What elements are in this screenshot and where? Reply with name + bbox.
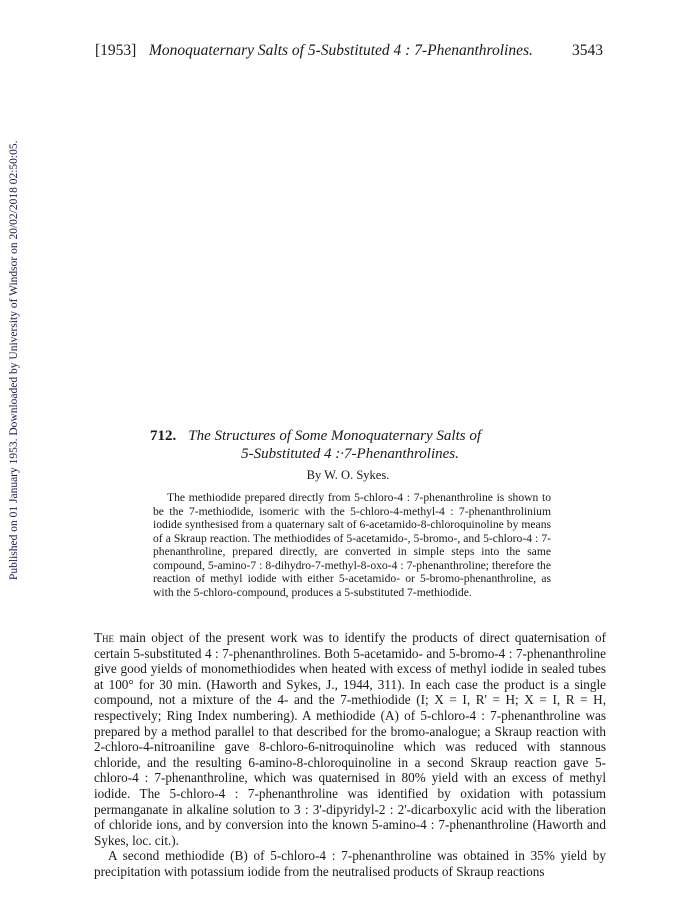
header-year: [1953] <box>95 42 137 59</box>
title-line-2: 5-Substituted 4 :·7-Phenanthrolines. <box>241 446 459 462</box>
paragraph-1 <box>94 630 606 848</box>
download-notice: Published on 01 January 1953. Downloaded by University of Windsor on 20/02/2018 02:50:05. <box>8 140 20 580</box>
title-line-1: The Structures of Some Monoquaternary Salts of <box>188 428 482 444</box>
running-header <box>0 42 696 64</box>
article-title <box>150 428 550 463</box>
article-number: 712. <box>150 428 177 444</box>
author-byline: By W. O. Sykes. <box>306 468 390 482</box>
abstract <box>153 491 551 599</box>
body-text <box>94 630 606 880</box>
paragraph-2: A second methiodide (B) of 5-chloro-4 : 7-phenanthroline was obtained in 35% yield by precipitation with potassium iodide from the neutralised products of Skraup reactions <box>94 848 606 879</box>
paragraph-1-text: main object of the present work was to identify the products of direct quaternisation of certain 5-substituted 4 : 7-phenanthrolines. Both 5-acetamido- and 5-bromo-4 : 7-phenanthroline give good yields of monomethiodides when heated with excess of methyl iodide in sealed tubes at 100° for 30 min. (Haworth and Sykes, J., 1944, 311). In each case the product is a single compound, not a mixture of the 4- and the 7-methiodide (I; X = I, R' = H; X = I, R = H, respectively; Ring Index numbering). A methiodide (A) of 5-chloro-4 : 7-phenanthroline was prepared by a method parallel to that described for the bromo-analogue; a Skraup reaction with 2-chloro-4-nitroaniline gave 8-chloro-6-nitroquinoline which was reduced with stannous chloride, and the resulting 6-amino-8-chloroquinoline in a second Skraup reaction gave 5-chloro-4 : 7-phenanthroline, which was quaternised in 80% yield with an excess of methyl iodide. The 5-chloro-4 : 7-phenanthroline was identified by oxidation with potassium permanganate in alkaline solution to 3 : 3'-dipyridyl-2 : 2'-dicarboxylic acid with the liberation of chloride ions, and by conversion into the known 5-amino-4 : 7-phenanthroline (Haworth and Sykes, loc. cit.). <box>94 630 606 848</box>
header-running-title: Monoquaternary Salts of 5-Substituted 4 : 7-Phenanthrolines. <box>149 42 533 59</box>
page-number: 3543 <box>572 42 603 59</box>
paragraph-1-lead: The <box>94 630 115 645</box>
abstract-text: The methiodide prepared directly from 5-chloro-4 : 7-phenanthroline is shown to be the 7-methiodide, isomeric with the 5-chloro-4-methyl-4 : 7-phenanthrolinium iodide synthesised from a quaternary salt of 6-acetamido-8-chloroquinoline by means of a Skraup reaction. The methiodides of 5-acetamido-, 5-bromo-, and 5-chloro-4 : 7-phenanthroline, prepared directly, are converted in simple steps into the same compound, 5-amino-7 : 8-dihydro-7-methyl-8-oxo-4 : 7-phenanthroline; therefore the reaction of methyl iodide with either 5-acetamido- or 5-bromo-phenanthroline, as with the 5-chloro-compound, produces a 5-substituted 7-methiodide. <box>153 491 551 599</box>
